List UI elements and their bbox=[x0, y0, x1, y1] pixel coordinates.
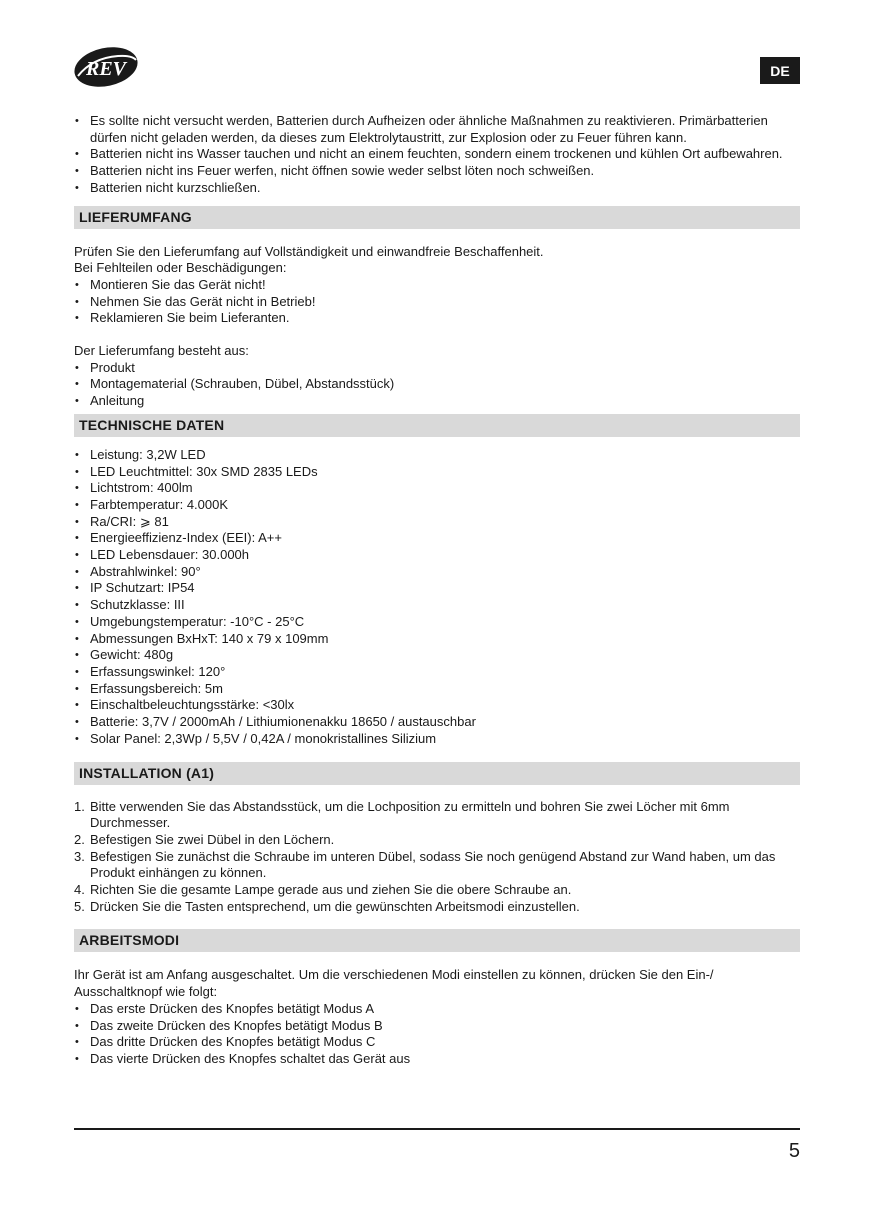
list-item: • Das zweite Drücken des Knopfes betätigt Modus B bbox=[74, 1018, 800, 1035]
contents-list bbox=[74, 360, 800, 410]
list-item: • Energieeffizienz-Index (EEI): A++ bbox=[74, 530, 800, 547]
list-item bbox=[74, 799, 800, 832]
page-number: 5 bbox=[788, 1140, 800, 1162]
list-item: • Erfassungsbereich: 5m bbox=[74, 681, 800, 698]
list-item: • Batterien nicht kurzschließen. bbox=[74, 180, 800, 197]
section-heading-lieferumfang: LIEFERUMFANG bbox=[74, 206, 800, 229]
battery-notes-list bbox=[74, 113, 800, 197]
list-item: • IP Schutzart: IP54 bbox=[74, 580, 800, 597]
list-item: • Solar Panel: 2,3Wp / 5,5V / 0,42A / monokristallines Silizium bbox=[74, 731, 800, 748]
list-item: • Ra/CRI: ⩾ 81 bbox=[74, 514, 800, 531]
step-text: Richten Sie die gesamte Lampe gerade aus und ziehen Sie die obere Schraube an. bbox=[90, 882, 572, 898]
lieferumfang-section bbox=[74, 244, 800, 410]
footer-rule bbox=[74, 1128, 800, 1130]
list-item: • Lichtstrom: 400lm bbox=[74, 480, 800, 497]
list-item: • Das erste Drücken des Knopfes betätigt Modus A bbox=[74, 1001, 800, 1018]
section-heading-technische-daten: TECHNISCHE DATEN bbox=[74, 414, 800, 437]
tech-specs-list bbox=[74, 447, 800, 748]
language-badge: DE bbox=[760, 57, 800, 84]
step-number: 3. bbox=[74, 848, 85, 864]
step-text: Befestigen Sie zunächst die Schraube im unteren Dübel, sodass Sie noch genügend Abstand zur Wand haben, um das Produkt einhängen zu können. bbox=[90, 848, 776, 881]
list-item: • Das dritte Drücken des Knopfes betätigt Modus C bbox=[74, 1034, 800, 1051]
list-item: • Batterie: 3,7V / 2000mAh / Lithiumionenakku 18650 / austauschbar bbox=[74, 714, 800, 731]
list-item: • Farbtemperatur: 4.000K bbox=[74, 497, 800, 514]
list-item: • Gewicht: 480g bbox=[74, 647, 800, 664]
list-item bbox=[74, 849, 800, 882]
paragraph: Bei Fehlteilen oder Beschädigungen: bbox=[74, 260, 287, 276]
list-item bbox=[74, 882, 800, 899]
step-number: 4. bbox=[74, 882, 85, 898]
list-item: • Batterien nicht ins Feuer werfen, nicht öffnen sowie weder selbst löten noch schweißen. bbox=[74, 163, 800, 180]
list-item: • Das vierte Drücken des Knopfes schaltet das Gerät aus bbox=[74, 1051, 800, 1068]
step-number: 2. bbox=[74, 831, 85, 847]
rev-logo bbox=[72, 46, 140, 88]
list-item: • Erfassungswinkel: 120° bbox=[74, 664, 800, 681]
list-item: • Montieren Sie das Gerät nicht! bbox=[74, 277, 800, 294]
logo-text: REV bbox=[85, 58, 127, 80]
list-item: • LED Lebensdauer: 30.000h bbox=[74, 547, 800, 564]
list-item: • Nehmen Sie das Gerät nicht in Betrieb! bbox=[74, 294, 800, 311]
paragraph: Prüfen Sie den Lieferumfang auf Vollständigkeit und einwandfreie Beschaffenheit. bbox=[74, 243, 544, 259]
list-item: • Batterien nicht ins Wasser tauchen und nicht an einem feuchten, sondern einem trockenen und kühlen Ort aufbewahren. bbox=[74, 146, 800, 163]
list-item: • Abmessungen BxHxT: 140 x 79 x 109mm bbox=[74, 631, 800, 648]
list-item: • Leistung: 3,2W LED bbox=[74, 447, 800, 464]
step-number: 5. bbox=[74, 898, 85, 914]
installation-steps bbox=[74, 799, 800, 916]
list-item: • Montagematerial (Schrauben, Dübel, Abstandsstück) bbox=[74, 376, 800, 393]
rev-logo-graphic bbox=[72, 46, 140, 88]
list-item: • Es sollte nicht versucht werden, Batterien durch Aufheizen oder ähnliche Maßnahmen zu reaktivieren. Primärbatterien dürfen nicht geladen werden, da dieses zum Elektrolytaustritt, zur Explosion oder zu Feuer führen kann. bbox=[74, 113, 800, 146]
list-item: • Reklamieren Sie beim Lieferanten. bbox=[74, 310, 800, 327]
step-text: Drücken Sie die Tasten entsprechend, um die gewünschten Arbeitsmodi einzustellen. bbox=[90, 898, 580, 914]
section-heading-arbeitsmodi: ARBEITSMODI bbox=[74, 929, 800, 952]
list-item: • LED Leuchtmittel: 30x SMD 2835 LEDs bbox=[74, 464, 800, 481]
list-item: • Schutzklasse: III bbox=[74, 597, 800, 614]
list-item: • Abstrahlwinkel: 90° bbox=[74, 564, 800, 581]
list-item: • Einschaltbeleuchtungsstärke: <30lx bbox=[74, 697, 800, 714]
step-text: Bitte verwenden Sie das Abstandsstück, um die Lochposition zu ermitteln und bohren Sie zwei Löcher mit 6mm Durchmesser. bbox=[90, 798, 730, 831]
section-heading-installation: INSTALLATION (A1) bbox=[74, 762, 800, 785]
list-item: • Produkt bbox=[74, 360, 800, 377]
list-item bbox=[74, 899, 800, 916]
paragraph: Ihr Gerät ist am Anfang ausgeschaltet. Um die verschiedenen Modi einstellen zu können, drücken Sie den Ein-/ Ausschaltknopf wie folgt: bbox=[74, 967, 714, 1000]
step-text: Befestigen Sie zwei Dübel in den Löchern. bbox=[90, 831, 335, 847]
list-item: • Anleitung bbox=[74, 393, 800, 410]
list-item: • Umgebungstemperatur: -10°C - 25°C bbox=[74, 614, 800, 631]
step-number: 1. bbox=[74, 798, 85, 814]
document-body bbox=[74, 113, 800, 1068]
paragraph: Der Lieferumfang besteht aus: bbox=[74, 343, 249, 359]
warnings-list bbox=[74, 277, 800, 327]
list-item bbox=[74, 832, 800, 849]
arbeitsmodi-section bbox=[74, 967, 800, 1067]
modes-list bbox=[74, 1001, 800, 1068]
